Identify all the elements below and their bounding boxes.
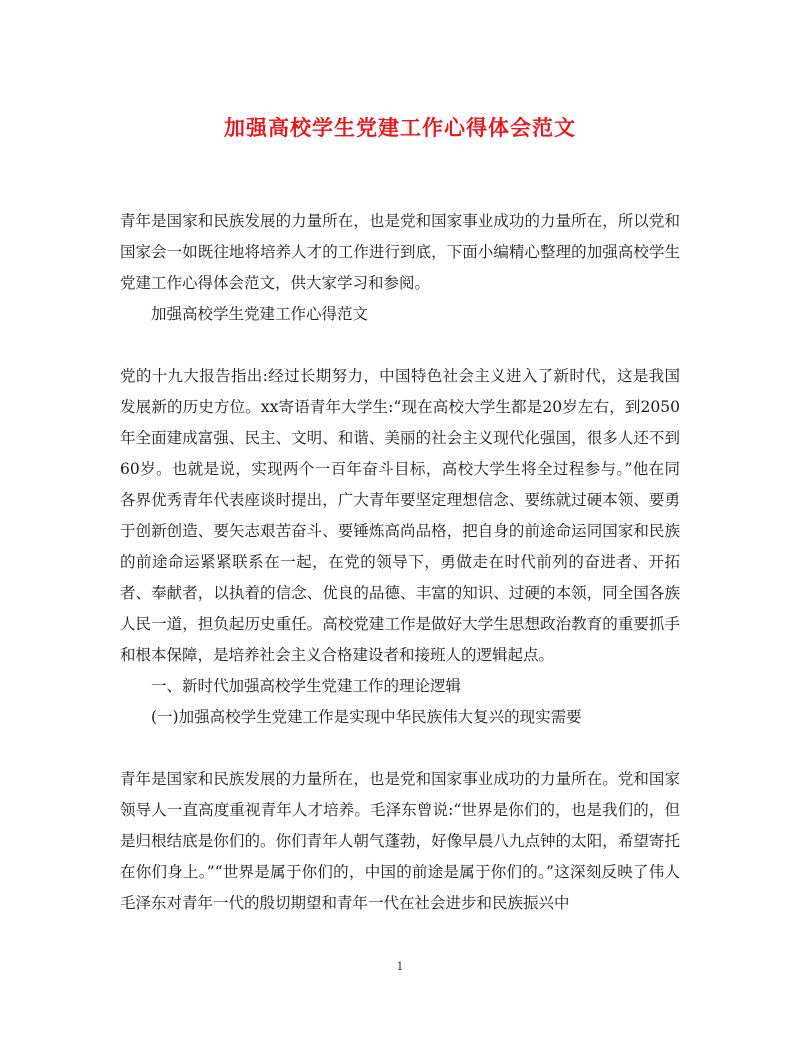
document-title: 加强高校学生党建工作心得体会范文 — [224, 115, 576, 140]
essay-subtitle: 加强高校学生党建工作心得范文 — [151, 305, 369, 323]
page-number: 1 — [396, 960, 404, 973]
intro-paragraph: 青年是国家和民族发展的力量所在，也是党和国家事业成功的力量所在，所以党和国家会一如既往地将培养人才的工作进行到底，下面小编精心整理的加强高校学生党建工作心得体会范文，供大家学习和参阅。 — [120, 212, 680, 292]
section-heading-1: 一、新时代加强高校学生党建工作的理论逻辑 — [151, 677, 462, 695]
body-paragraph-1: 党的十九大报告指出:经过长期努力，中国特色社会主义进入了新时代，这是我国发展新的历史方位。xx寄语青年大学生:“现在高校大学生都是20岁左右，到2050年全面建成富强、民主、文明、和谐、美丽的社会主义现代化强国，很多人还不到60岁。也就是说，实现两个一百年奋斗目标，高校大学生将全过程参与。”他在同各界优秀青年代表座谈时提出，广大青年要坚定理想信念、要练就过硬本领、要勇于创新创造、要矢志艰苦奋斗、要锤炼高尚品格，把自身的前途命运同国家和民族的前途命运紧紧联系在一起，在党的领导下，勇做走在时代前列的奋进者、开拓者、奉献者，以执着的信念、优良的品德、丰富的知识、过硬的本领，同全国各族人民一道，担负起历史重任。高校党建工作是做好大学生思想政治教育的重要抓手和根本保障，是培养社会主义合格建设者和接班人的逻辑起点。 — [120, 367, 680, 664]
section-heading-2: (一)加强高校学生党建工作是实现中华民族伟大复兴的现实需要 — [151, 708, 582, 726]
body-paragraph-2: 青年是国家和民族发展的力量所在，也是党和国家事业成功的力量所在。党和国家领导人一直高度重视青年人才培养。毛泽东曾说:“世界是你们的，也是我们的，但是归根结底是你们的。你们青年人朝气蓬勃，好像早晨八九点钟的太阳，希望寄托在你们身上。”“世界是属于你们的，中国的前途是属于你们的。”这深刻反映了伟人毛泽东对青年一代的殷切期望和青年一代在社会进步和民族振兴中 — [120, 770, 680, 912]
